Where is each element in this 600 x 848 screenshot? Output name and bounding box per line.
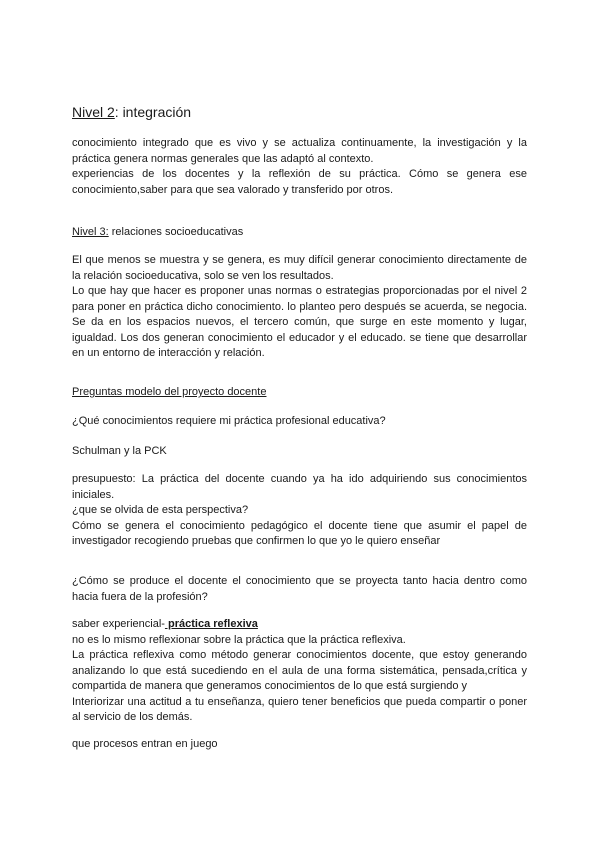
- practica-reflexiva-term: práctica reflexiva: [164, 618, 258, 630]
- question-1: ¿Qué conocimientos requiere mi práctica profesional educativa?: [72, 415, 386, 427]
- presupuesto-paragraph: [72, 472, 527, 550]
- text-line: ¿Cómo se produce el docente el conocimiento que se proyecta tanto hacia dentro como: [72, 575, 527, 587]
- text-line: El que menos se muestra y se genera, es muy difícil generar conocimiento directamente de: [72, 254, 527, 266]
- nivel2-label: Nivel 2: [72, 104, 115, 120]
- text-line: conocimiento,saber para que sea valorado y transferido por otros.: [72, 183, 394, 196]
- text-line: hacia fuera de la profesión?: [72, 590, 208, 603]
- text-line: igualdad. Los dos generan conocimiento el educador y el educado. se tiene que desarrollar: [72, 331, 527, 344]
- schulman-line: Schulman y la PCK: [72, 445, 167, 457]
- text-line: en un entorno de interacción y relación.: [72, 347, 265, 359]
- text-line: ¿que se olvida de esta perspectiva?: [72, 504, 249, 516]
- text-line: la relación socioeducativa, solo se ven los resultados.: [72, 269, 334, 282]
- question-2: [72, 574, 527, 605]
- nivel2-title: : integración: [114, 104, 192, 120]
- nivel2-paragraph: [72, 136, 527, 198]
- preguntas-heading: Preguntas modelo del proyecto docente: [72, 386, 267, 398]
- text-line: Lo que hay que hacer es proponer unas normas o estrategias proporcionadas por el nivel 2: [72, 285, 527, 297]
- text-line: compartida de manera que generamos conocimientos de lo que está surgiendo y: [72, 680, 468, 692]
- text-line: La práctica reflexiva como método generar conocimientos docente, que estoy generando: [72, 649, 527, 661]
- nivel2-heading: [72, 103, 527, 121]
- reflexiva-paragraph: [72, 617, 527, 726]
- text-line: conocimiento integrado que es vivo y se actualiza continuamente, la investigación y la: [72, 137, 527, 149]
- text-line: al servicio de los demás.: [72, 711, 193, 723]
- saber-line: [72, 617, 527, 633]
- text-line: Interiorizar una actitud a tu enseñanza, quiero tener beneficios que pueda compartir o poner: [72, 695, 527, 708]
- text-line: no es lo mismo reflexionar sobre la práctica que la práctica reflexiva.: [72, 633, 406, 646]
- nivel3-label: Nivel 3:: [72, 226, 109, 238]
- text-line: práctica genera normas generales que las adaptó al contexto.: [72, 152, 374, 165]
- text-line: investigador recogiendo pruebas que confirmen lo que yo le quiero enseñar: [72, 535, 441, 547]
- nivel3-heading: [72, 225, 527, 241]
- text-line: Cómo se genera el conocimiento pedagógico el docente tiene que asumir el papel de: [72, 519, 527, 532]
- text-line: Se da en los espacios nuevos, el tercero común, que surge en este momento y lugar,: [72, 316, 527, 328]
- text-line: analizando lo que está sucediendo en el aula de una forma sistemática, pensada,crítica y: [72, 664, 527, 677]
- text-line: iniciales.: [72, 488, 115, 501]
- text-line: presupuesto: La práctica del docente cuando ya ha ido adquiriendo sus conocimientos: [72, 473, 527, 485]
- text-line: experiencias de los docentes y la reflexión de su práctica. Cómo se genera ese: [72, 168, 527, 180]
- procesos-line: que procesos entran en juego: [72, 738, 218, 750]
- nivel3-title: relaciones socioeducativas: [108, 226, 244, 238]
- saber-prefix: saber experiencial-: [72, 618, 165, 630]
- nivel3-paragraph: [72, 253, 527, 362]
- text-line: para poner en práctica dicho conocimiento. lo planteo pero después se acuerda, se negocia.: [72, 300, 527, 313]
